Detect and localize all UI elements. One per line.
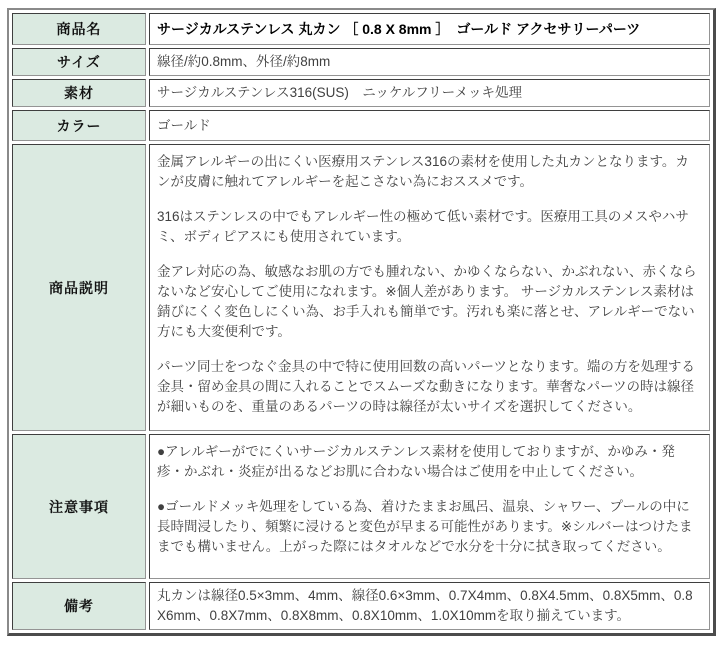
size-value: 線径/約0.8mm、外径/約8mm — [149, 48, 710, 76]
precaution-bullet-1: ●アレルギーがでにくいサージカルステンレス素材を使用しておりますが、かゆみ・発疹・かぶれ・炎症が出るなどお肌に合わない場合はご使用を中止してください。 — [157, 444, 675, 479]
precaution-bullet-2: ●ゴールドメッキ処理をしている為、着けたままお風呂、温泉、シャワー、プールの中に長時間浸したり、頻繁に浸けると変色が早まる可能性があります。※シルバーはつけたままでも構いません。上がった際にはタオルなどで水分を十分に拭き取ってください。 — [157, 499, 693, 554]
row-label-product-name: 商品名 — [12, 13, 146, 45]
product-spec-table — [7, 8, 716, 636]
description-paragraph-1: 金属アレルギーの出にくい医療用ステンレス316の素材を使用した丸カンとなります。カンが皮膚に触れてアレルギーを起こさない為におススメです。 — [157, 154, 689, 189]
product-name-value: サージカルステンレス 丸カン ［ 0.8 X 8mm ］ ゴールド アクセサリーパーツ — [149, 13, 710, 45]
spec-row-product-name — [12, 13, 710, 45]
row-label-precautions: 注意事項 — [12, 434, 146, 579]
spec-row-description — [12, 144, 710, 431]
row-label-description: 商品説明 — [12, 144, 146, 431]
description-paragraph-2: 316はステンレスの中でもアレルギー性の極めて低い素材です。医療用工具のメスやハサミ、ボディピアスにも使用されています。 — [157, 209, 689, 244]
row-label-remarks: 備考 — [12, 582, 146, 630]
color-value: ゴールド — [149, 110, 710, 141]
remarks-value: 丸カンは線径0.5×3mm、4mm、線径0.6×3mm、0.7X4mm、0.8X4.5mm、0.8X5mm、0.8X6mm、0.8X7mm、0.8X8mm、0.8X10mm、1.0X10mmを取り揃えています。 — [149, 582, 710, 630]
spec-row-color — [12, 110, 710, 141]
material-value: サージカルステンレス316(SUS) ニッケルフリーメッキ処理 — [149, 79, 710, 107]
row-label-material: 素材 — [12, 79, 146, 107]
row-label-size: サイズ — [12, 48, 146, 76]
spec-row-material — [12, 79, 710, 107]
description-paragraph-3: 金アレ対応の為、敏感なお肌の方でも腫れない、かゆくならない、かぶれない、赤くならないなど安心してご使用になれます。※個人差があります。 サージカルステンレス素材は錆びにくく変色しにくい為、お手入れも簡単です。汚れも楽に落とせ、アレルギーでない方にも大変便利です。 — [157, 264, 697, 339]
spec-row-precautions — [12, 434, 710, 579]
spec-row-remarks — [12, 582, 710, 630]
precautions-value — [149, 434, 710, 579]
spec-row-size — [12, 48, 710, 76]
description-value — [149, 144, 710, 431]
description-paragraph-4: パーツ同士をつなぐ金具の中で特に使用回数の高いパーツとなります。端の方を処理する金具・留め金具の間に入れることでスムーズな動きになります。華奢なパーツの時は線径が細いものを、重量のあるパーツの時は線径が太いサイズを選択してください。 — [157, 359, 695, 414]
row-label-color: カラー — [12, 110, 146, 141]
